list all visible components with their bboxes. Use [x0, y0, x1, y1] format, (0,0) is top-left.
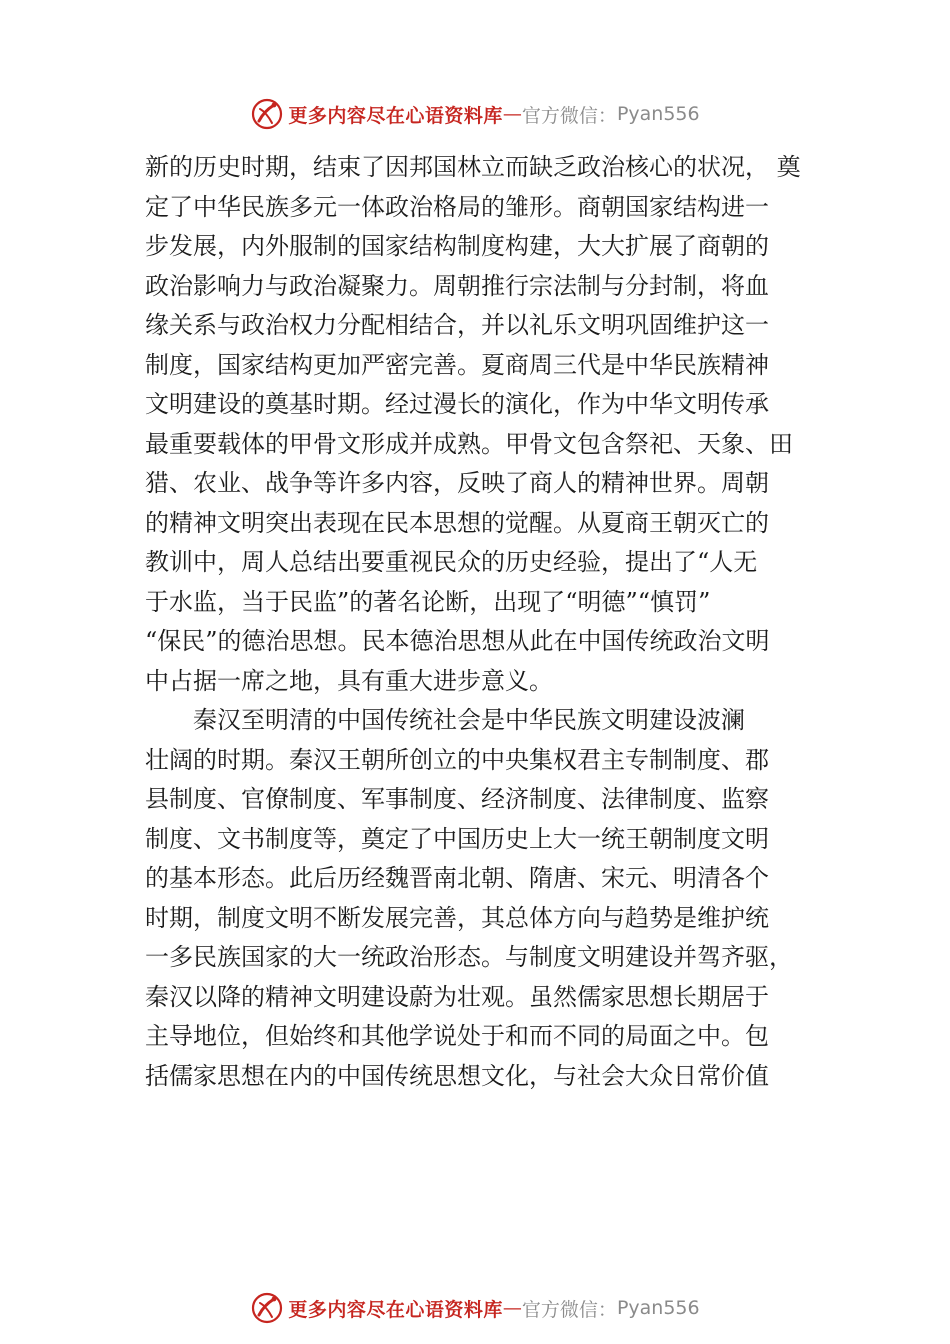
- text-line: 定了中华民族多元一体政治格局的雏形。商朝国家结构进一: [145, 192, 769, 221]
- text-line: 制度，国家结构更加严密完善。夏商周三代是中华民族精神: [145, 350, 769, 379]
- footer-separator: —: [502, 1297, 522, 1319]
- text-line: 主导地位，但始终和其他学说处于和而不同的局面之中。包: [145, 1022, 769, 1050]
- text-line: 文明建设的奠基时期。经过漫长的演化，作为中华文明传承: [145, 390, 769, 418]
- text-line: “保民”的德治思想。民本德治思想从此在中国传统政治文明: [145, 627, 770, 655]
- footer-channel: 官方微信：: [521, 1298, 617, 1321]
- header-brand: 更多内容尽在心语资料库: [288, 104, 503, 127]
- text-line: 猎、农业、战争等许多内容，反映了商人的精神世界。周朝: [145, 469, 769, 497]
- text-line: 政治影响力与政治凝聚力。周朝推行宗法制与分封制，将血: [145, 271, 769, 300]
- text-line: 中占据一席之地，具有重大进步意义。: [145, 666, 553, 695]
- header-account: Pyan556: [616, 103, 700, 125]
- text-line: 教训中，周人总结出要重视民众的历史经验，提出了“人无: [145, 548, 758, 576]
- text-line: 最重要载体的甲骨文形成并成熟。甲骨文包含祭祀、天象、田: [145, 429, 793, 458]
- text-line: 的精神文明突出表现在民本思想的觉醒。从夏商王朝灭亡的: [145, 508, 769, 537]
- text-line: 缘关系与政治权力分配相结合，并以礼乐文明巩固维护这一: [145, 311, 769, 339]
- text-line: 县制度、官僚制度、军事制度、经济制度、法律制度、监察: [145, 785, 769, 813]
- text-line: 秦汉以降的精神文明建设蔚为壮观。虽然儒家思想长期居于: [145, 982, 769, 1011]
- text-line: 于水监，当于民监”的著名论断，出现了“明德”“慎罚”: [145, 587, 711, 616]
- brush-pen-logo-icon: [250, 1291, 284, 1325]
- text-line: 步发展，内外服制的国家结构制度构建，大大扩展了商朝的: [145, 232, 769, 260]
- footer-account: Pyan556: [616, 1297, 700, 1319]
- brush-pen-logo-icon: [250, 97, 284, 131]
- paragraph-start-line: 秦汉至明清的中国传统社会是中华民族文明建设波澜: [193, 706, 745, 734]
- text-line: 时期，制度文明不断发展完善，其总体方向与趋势是维护统: [145, 903, 769, 932]
- header-separator: —: [502, 103, 522, 125]
- text-line: 制度、文书制度等，奠定了中国历史上大一统王朝制度文明: [145, 824, 769, 853]
- text-line: 一多民族国家的大一统政治形态。与制度文明建设并驾齐驱，: [145, 943, 793, 971]
- footer-brand: 更多内容尽在心语资料库: [288, 1298, 503, 1321]
- text-line: 的基本形态。此后历经魏晋南北朝、隋唐、宋元、明清各个: [145, 864, 769, 892]
- text-line: 括儒家思想在内的中国传统思想文化，与社会大众日常价值: [145, 1061, 769, 1090]
- footer-banner: [0, 1290, 950, 1326]
- header-channel: 官方微信：: [521, 104, 617, 127]
- header-banner: [0, 96, 950, 132]
- document-body: [145, 148, 825, 1096]
- text-line: 壮阔的时期。秦汉王朝所创立的中央集权君主专制制度、郡: [145, 745, 769, 774]
- text-line: 新的历史时期，结束了因邦国林立而缺乏政治核心的状况， 奠: [145, 153, 801, 181]
